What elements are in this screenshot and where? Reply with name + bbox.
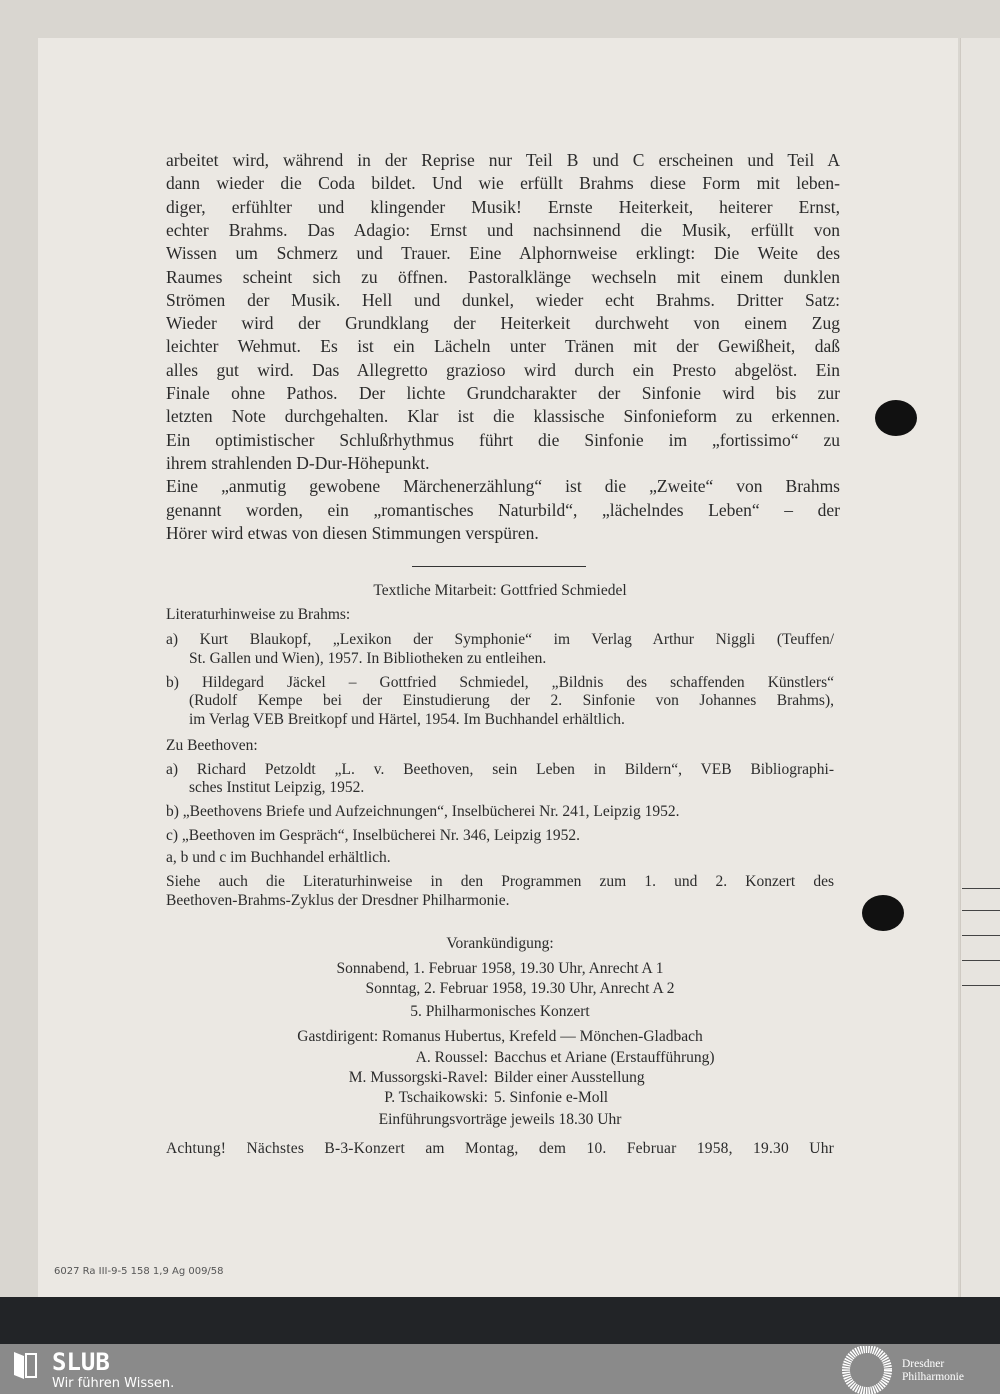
program-work: Bacchus et Ariane (Erstaufführung) [494, 1049, 715, 1066]
body-line: genannt worden, ein „romantisches Naturbild“, „lächelndes Leben“ – der [166, 499, 840, 520]
announcement-date-2: Sonntag, 2. Februar 1958, 19.30 Uhr, Anrecht A 2 [365, 980, 675, 997]
announcement-date-1: Sonnabend, 1. Februar 1958, 19.30 Uhr, Anrecht A 1 [336, 960, 664, 977]
literature-line: St. Gallen und Wien), 1957. In Bibliotheken zu entleihen. [189, 650, 547, 667]
program-work: Bilder einer Ausstellung [494, 1069, 645, 1086]
separator-rule [412, 566, 586, 567]
body-line: Finale ohne Pathos. Der lichte Grundcharakter der Sinfonie wird bis zur [166, 383, 840, 403]
body-line: ihrem strahlenden D-Dur-Höhepunkt. [166, 452, 430, 473]
punch-hole [862, 895, 904, 931]
credit-line: Textliche Mitarbeit: Gottfried Schmiedel [373, 582, 627, 599]
body-line: Hörer wird etwas von diesen Stimmungen verspüren. [166, 522, 539, 543]
literature-line: a, b und c im Buchhandel erhältlich. [166, 849, 391, 866]
literature-line: a) Richard Petzoldt „L. v. Beethoven, sein Leben in Bildern“, VEB Bibliographi- [166, 761, 834, 778]
body-line: arbeitet wird, während in der Reprise nur Teil B und C erscheinen und Teil A [166, 150, 840, 170]
ruled-line [962, 888, 1000, 889]
slub-title: SLUB [52, 1348, 110, 1376]
body-line: echter Brahms. Das Adagio: Ernst und nachsinnend die Musik, erfüllt von [166, 219, 840, 240]
body-line: dann wieder die Coda bildet. Und wie erfüllt Brahms diese Form mit leben- [166, 173, 840, 194]
body-line: Strömen der Musik. Hell und dunkel, wieder echt Brahms. Dritter Satz: [166, 289, 840, 310]
literature-line: Siehe auch die Literaturhinweise in den Programmen zum 1. und 2. Konzert des [166, 873, 834, 890]
partner-name-line: Philharmonie [902, 1371, 964, 1383]
body-line: alles gut wird. Das Allegretto grazioso wird durch ein Presto abgelöst. Ein [166, 359, 840, 380]
body-line: letzten Note durchgehalten. Klar ist die klassische Sinfonieform zu erkennen. [166, 406, 840, 427]
slub-book-icon [12, 1350, 38, 1380]
footer-bar [0, 1344, 1000, 1394]
body-line: Ein optimistischer Schlußrhythmus führt die Sinfonie im „fortissimo“ zu [166, 429, 840, 450]
philharmonie-logo-icon [842, 1346, 892, 1394]
body-line: Raumes scheint sich zu öffnen. Pastoralklänge wechseln mit einem dunklen [166, 266, 840, 287]
program-composer: P. Tschaikowski: [384, 1089, 488, 1106]
body-line: Wissen um Schmerz und Trauer. Eine Alphornweise erklingt: Die Weite des [166, 243, 840, 264]
scan-background [0, 1297, 1000, 1344]
literature-line: c) „Beethoven im Gespräch“, Inselbücherei Nr. 346, Leipzig 1952. [166, 827, 581, 844]
literature-line: a) Kurt Blaukopf, „Lexikon der Symphonie“ im Verlag Arthur Niggli (Teuffen/ [166, 631, 834, 648]
conductor: Gastdirigent: Romanus Hubertus, Krefeld — Mönchen-Gladbach [297, 1028, 703, 1045]
punch-hole [875, 400, 917, 436]
literature-line: Zu Beethoven: [166, 737, 258, 754]
program-composer: M. Mussorgski-Ravel: [348, 1069, 488, 1086]
literature-line: sches Institut Leipzig, 1952. [189, 779, 365, 796]
ruled-line [962, 910, 1000, 911]
attention-note: Achtung! Nächstes B-3-Konzert am Montag, dem 10. Februar 1958, 19.30 Uhr [166, 1140, 834, 1157]
lit-brahms-heading: Literaturhinweise zu Brahms: [166, 606, 351, 623]
announcement-heading: Vorankündigung: [446, 935, 554, 952]
program-composer: A. Roussel: [415, 1049, 488, 1066]
literature-line: b) Hildegard Jäckel – Gottfried Schmiedel, „Bildnis des schaffenden Künstlers“ [166, 674, 834, 691]
literature-line: b) „Beethovens Briefe und Aufzeichnungen“, Inselbücherei Nr. 241, Leipzig 1952. [166, 803, 680, 820]
print-code: 6027 Ra III-9-5 158 1,9 Ag 009/58 [54, 1266, 224, 1277]
partner-name [902, 1358, 964, 1384]
body-line: leichter Wehmut. Es ist ein Lächeln unter Tränen mit der Gewißheit, daß [166, 336, 840, 357]
body-line: Eine „anmutig gewobene Märchenerzählung“ ist die „Zweite“ von Brahms [166, 476, 840, 497]
partner-name-line: Dresdner [902, 1358, 945, 1370]
body-line: diger, erfühlter und klingender Musik! Ernste Heiterkeit, heiterer Ernst, [166, 196, 840, 217]
concert-title: 5. Philharmonisches Konzert [410, 1003, 590, 1020]
literature-line: Beethoven-Brahms-Zyklus der Dresdner Philharmonie. [166, 892, 510, 909]
program-work: 5. Sinfonie e-Moll [494, 1089, 609, 1106]
literature-line: (Rudolf Kempe bei der Einstudierung der 2. Sinfonie von Johannes Brahms), [189, 692, 834, 709]
literature-line: im Verlag VEB Breitkopf und Härtel, 1954. Im Buchhandel erhältlich. [189, 711, 625, 728]
slub-slogan: Wir führen Wissen. [52, 1376, 175, 1391]
body-line: Wieder wird der Grundklang der Heiterkeit durchweht von einem Zug [166, 313, 840, 334]
adjacent-page-edge [960, 38, 1000, 1298]
lectures-note: Einführungsvorträge jeweils 18.30 Uhr [378, 1111, 622, 1128]
